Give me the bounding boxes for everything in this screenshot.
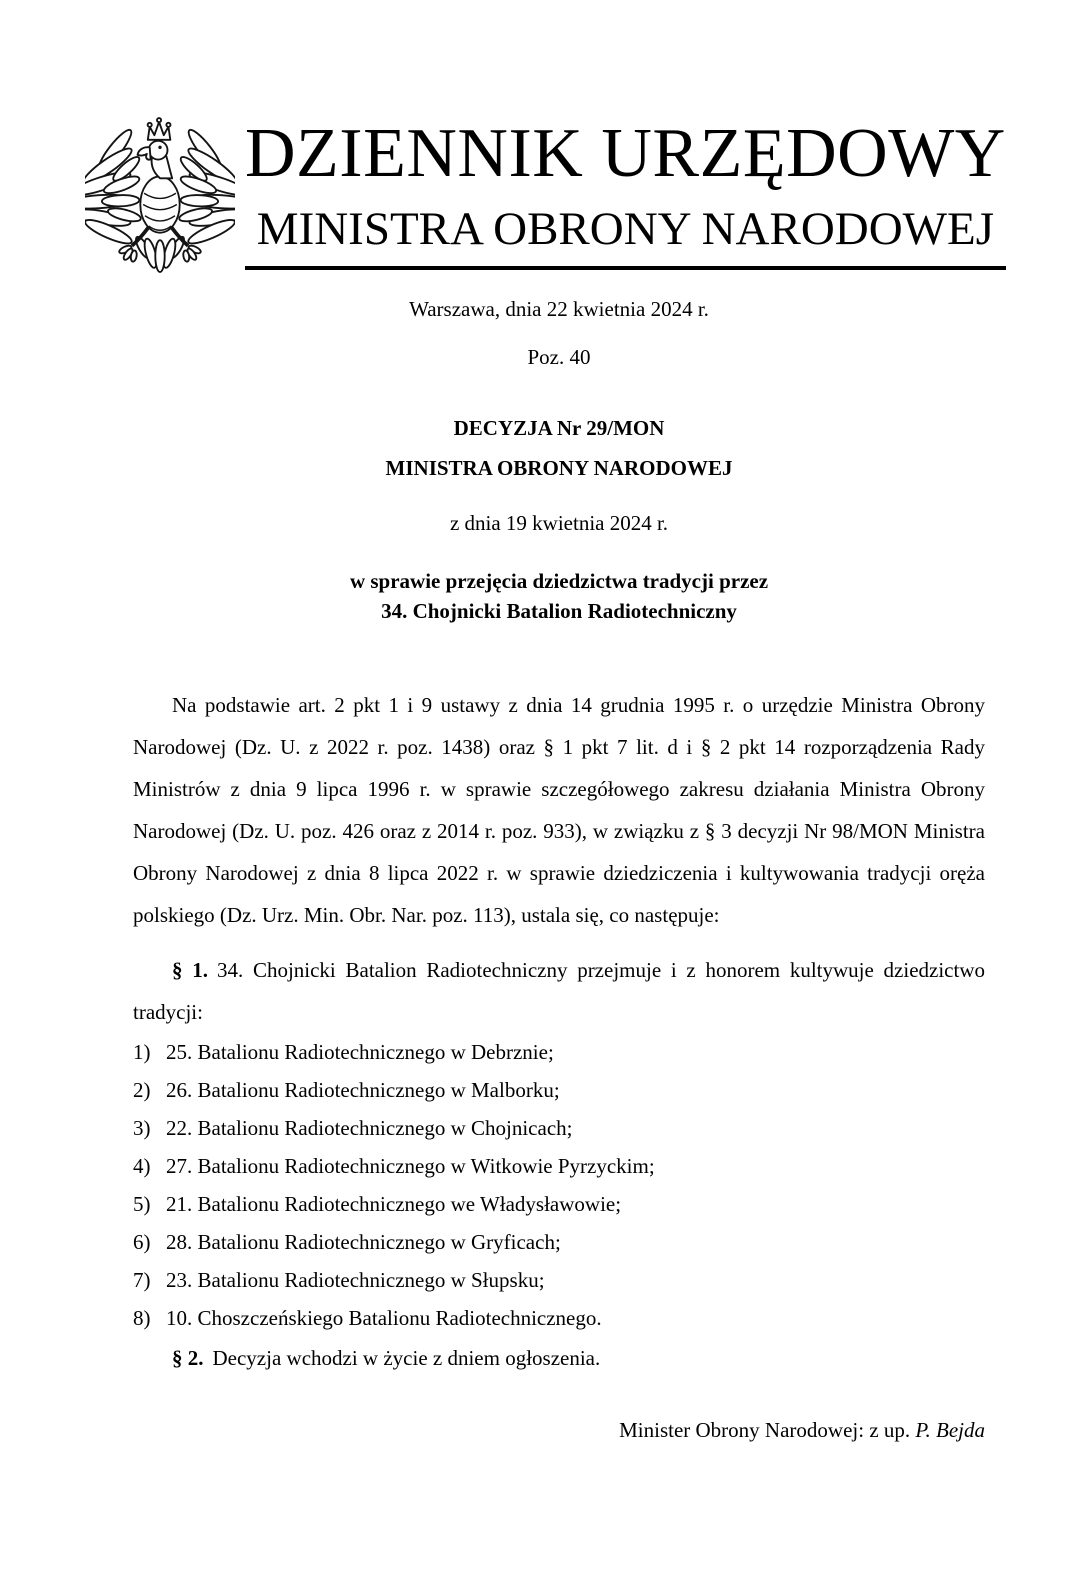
masthead-divider bbox=[245, 266, 1006, 270]
section-1-text: 34. Chojnicki Batalion Radiotechniczny przejmuje i z honorem kultywuje dziedzictwo tradycji: bbox=[133, 958, 985, 1024]
decision-heading bbox=[133, 408, 985, 488]
position-number: Poz. 40 bbox=[527, 345, 591, 369]
section-2-text: Decyzja wchodzi w życie z dniem ogłoszenia. bbox=[212, 1346, 601, 1370]
list-item bbox=[133, 1109, 985, 1147]
tradition-list bbox=[133, 1033, 985, 1337]
list-item bbox=[133, 1223, 985, 1261]
signature-label: Minister Obrony Narodowej: z up. bbox=[619, 1418, 911, 1442]
list-item-number: 3) bbox=[133, 1116, 151, 1140]
list-item-text: 26. Batalionu Radiotechnicznego w Malborku; bbox=[166, 1078, 560, 1102]
list-item-text: 25. Batalionu Radiotechnicznego w Debrznie; bbox=[166, 1040, 554, 1064]
section-2-marker: § 2. bbox=[172, 1346, 204, 1370]
list-item-number: 7) bbox=[133, 1268, 151, 1292]
list-item bbox=[133, 1071, 985, 1109]
list-item-number: 6) bbox=[133, 1230, 151, 1254]
list-item bbox=[133, 1033, 985, 1071]
list-item-text: 23. Batalionu Radiotechnicznego w Słupsku; bbox=[166, 1268, 545, 1292]
section-1-marker: § 1. bbox=[172, 958, 208, 982]
decision-subject bbox=[133, 566, 985, 626]
list-item-number: 8) bbox=[133, 1306, 151, 1330]
list-item bbox=[133, 1147, 985, 1185]
decision-number-line: DECYZJA Nr 29/MON bbox=[453, 416, 665, 440]
preamble-paragraph: Na podstawie art. 2 pkt 1 i 9 ustawy z dnia 14 grudnia 1995 r. o urzędzie Ministra Obrony Narodowej (Dz. U. z 2022 r. poz. 1438) oraz § 1 pkt 7 lit. d i § 2 pkt 14 rozporządzenia Rady Ministrów z dnia 9 lipca 1996 r. w sprawie szczegółowego zakresu działania Ministra Obrony Narodowej (Dz. U. poz. 426 oraz z 2014 r. poz. 933), w związku z § 3 decyzji Nr 98/MON Ministra Obrony Narodowej z dnia 8 lipca 2022 r. w sprawie dziedziczenia i kultywowania tradycji oręża polskiego (Dz. Urz. Min. Obr. Nar. poz. 113), ustala się, co następuje: bbox=[133, 693, 985, 927]
signature-line bbox=[133, 1409, 985, 1451]
list-item-number: 2) bbox=[133, 1078, 151, 1102]
journal-subtitle: MINISTRA OBRONY NARODOWEJ bbox=[256, 203, 995, 255]
list-item-text: 28. Batalionu Radiotechnicznego w Gryficach; bbox=[166, 1230, 561, 1254]
decision-issuer-line: MINISTRA OBRONY NARODOWEJ bbox=[385, 456, 733, 480]
list-item-text: 27. Batalionu Radiotechnicznego w Witkowie Pyrzyckim; bbox=[166, 1154, 655, 1178]
eagle-icon bbox=[85, 112, 235, 282]
list-item-text: 21. Batalionu Radiotechnicznego we Władysławowie; bbox=[166, 1192, 622, 1216]
list-item-number: 4) bbox=[133, 1154, 151, 1178]
signature-name: P. Bejda bbox=[915, 1418, 985, 1442]
place-date: Warszawa, dnia 22 kwietnia 2024 r. bbox=[409, 297, 709, 321]
journal-title: DZIENNIK URZĘDOWY bbox=[245, 115, 1006, 192]
document-content bbox=[133, 292, 985, 1451]
section-2-paragraph bbox=[133, 1337, 985, 1379]
decision-subject-line2: 34. Chojnicki Batalion Radiotechniczny bbox=[381, 599, 737, 623]
list-item bbox=[133, 1185, 985, 1223]
list-item-text: 10. Choszczeńskiego Batalionu Radiotechnicznego. bbox=[166, 1306, 602, 1330]
polish-eagle-coat-of-arms-icon bbox=[85, 112, 235, 282]
list-item-text: 22. Batalionu Radiotechnicznego w Chojnicach; bbox=[166, 1116, 573, 1140]
list-item bbox=[133, 1299, 985, 1337]
list-item-number: 5) bbox=[133, 1192, 151, 1216]
journal-masthead bbox=[0, 0, 1080, 282]
section-1-paragraph bbox=[133, 949, 985, 1033]
decision-subject-line1: w sprawie przejęcia dziedzictwa tradycji przez bbox=[349, 569, 769, 593]
list-item-number: 1) bbox=[133, 1040, 151, 1064]
list-item bbox=[133, 1261, 985, 1299]
decision-date: z dnia 19 kwietnia 2024 r. bbox=[449, 511, 669, 535]
masthead-text-block bbox=[245, 115, 1006, 270]
